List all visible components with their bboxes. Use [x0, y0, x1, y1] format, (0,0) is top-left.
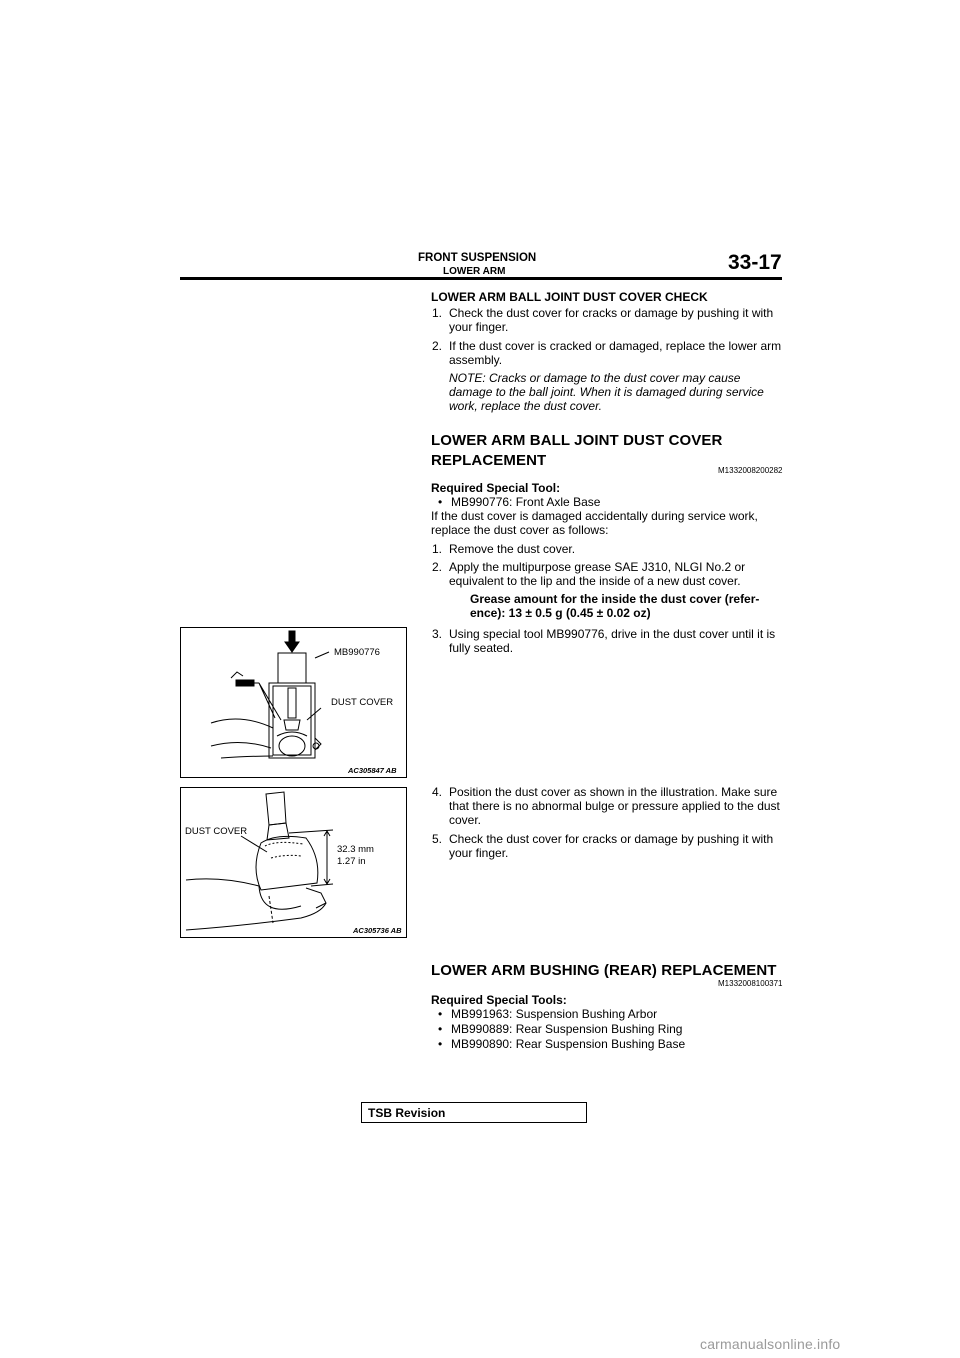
bushing-tool-heading: Required Special Tools: — [431, 993, 567, 1007]
subsection-title: LOWER ARM — [443, 266, 506, 277]
step-number: 1. — [432, 306, 443, 320]
replacement-heading-line1: LOWER ARM BALL JOINT DUST COVER — [431, 432, 723, 449]
step-text: Position the dust cover as shown in the illustration. Make sure that there is no abnormal bulge or pressure applied to the dust cover. — [449, 785, 780, 827]
watermark: carmanualsonline.info — [700, 1336, 841, 1352]
tool-text: MB991963: Suspension Bushing Arbor — [451, 1007, 658, 1021]
step-number: 2. — [432, 560, 443, 574]
check-note: NOTE: Cracks or damage to the dust cover may cause damage to the ball joint. When it is damaged during service work, replace the dust cover. — [449, 371, 764, 413]
replace-step-3 — [418, 627, 782, 655]
figure2-dim-in: 1.27 in — [337, 856, 366, 867]
check-step-1 — [418, 306, 782, 334]
bushing-tool-item — [438, 1037, 685, 1051]
figure2-code: AC305736 AB — [353, 926, 402, 935]
tool-heading: Required Special Tool: — [431, 481, 561, 495]
replace-step-2 — [418, 560, 782, 588]
tool-text: MB990889: Rear Suspension Bushing Ring — [451, 1022, 683, 1036]
bushing-tool-item — [438, 1007, 657, 1021]
replacement-intro: If the dust cover is damaged accidentally during service work, replace the dust cover as follows: — [431, 509, 758, 537]
check-step-2 — [418, 339, 782, 367]
step-number: 2. — [432, 339, 443, 353]
figure1-code: AC305847 AB — [348, 766, 397, 775]
step-number: 5. — [432, 832, 443, 846]
replacement-code: M1332008200282 — [718, 466, 783, 475]
grease-spec-line1: Grease amount for the inside the dust cover (refer- — [470, 592, 760, 606]
replace-step-1 — [418, 542, 782, 556]
bullet-icon: • — [438, 1007, 443, 1021]
figure2-cover-label: DUST COVER — [185, 826, 248, 837]
header-rule — [180, 277, 782, 280]
step-text: Check the dust cover for cracks or damage by pushing it with your finger. — [449, 832, 774, 860]
figure1-cover-label: DUST COVER — [331, 697, 394, 708]
bullet-icon: • — [438, 495, 443, 509]
figure-dust-cover-install — [180, 627, 407, 778]
position-illustration — [181, 788, 406, 937]
bushing-code: M1332008100371 — [718, 979, 783, 988]
figure-dust-cover-position — [180, 787, 407, 938]
tool-text: MB990890: Rear Suspension Bushing Base — [451, 1037, 686, 1051]
step-number: 1. — [432, 542, 443, 556]
step-text: If the dust cover is cracked or damaged, replace the lower arm assembly. — [449, 339, 782, 367]
figure1-tool-label: MB990776 — [334, 647, 380, 658]
bushing-tool-item — [438, 1022, 682, 1036]
check-heading: LOWER ARM BALL JOINT DUST COVER CHECK — [431, 290, 708, 304]
grease-spec-line2: ence): 13 ± 0.5 g (0.45 ± 0.02 oz) — [470, 606, 651, 620]
step-text: Check the dust cover for cracks or damage by pushing it with your finger. — [449, 306, 774, 334]
section-title: FRONT SUSPENSION — [418, 252, 537, 264]
step-text: Apply the multipurpose grease SAE J310, NLGI No.2 or equivalent to the lip and the inside of a new dust cover. — [449, 560, 746, 588]
bullet-icon: • — [438, 1037, 443, 1051]
figure2-dim-mm: 32.3 mm — [337, 844, 374, 855]
tsb-revision-box — [361, 1102, 587, 1123]
tsb-revision-label: TSB Revision — [368, 1106, 446, 1120]
replace-step-4 — [418, 785, 782, 827]
tool-text: MB990776: Front Axle Base — [451, 495, 601, 509]
page-number: 33-17 — [728, 251, 782, 274]
tool-item — [438, 495, 600, 509]
step-text: Remove the dust cover. — [449, 542, 576, 556]
step-text: Using special tool MB990776, drive in the dust cover until it is fully seated. — [449, 627, 776, 655]
replace-step-5 — [418, 832, 782, 860]
step-number: 4. — [432, 785, 443, 799]
replacement-heading-line2: REPLACEMENT — [431, 452, 547, 469]
step-number: 3. — [432, 627, 443, 641]
bushing-heading: LOWER ARM BUSHING (REAR) REPLACEMENT — [431, 962, 777, 979]
bullet-icon: • — [438, 1022, 443, 1036]
